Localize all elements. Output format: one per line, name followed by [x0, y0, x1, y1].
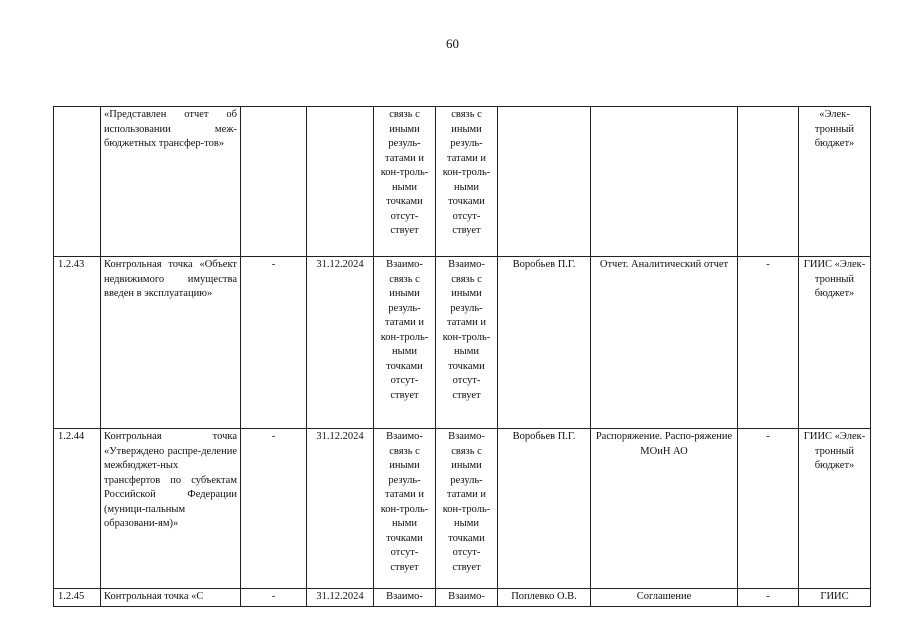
row-start: - [241, 429, 307, 589]
row-type2: Взаимо-связь с иными резуль-татами и кон-троль-ными точками отсут-ствует [436, 257, 498, 429]
row-type1: Взаимо-связь с иными резуль-татами и кон-троль-ными точками отсут-ствует [374, 429, 436, 589]
row-system: ГИИС [799, 589, 871, 607]
row-level: - [738, 429, 799, 589]
row-type2: связь с иными резуль-татами и кон-троль-ными точками отсут-ствует [436, 107, 498, 257]
row-name: Контрольная точка «Утверждено распре-деление межбюджет-ных трансфертов по субъектам Российской Федерации (муници-пальным образовани-ям)» [101, 429, 241, 589]
row-type1: связь с иными резуль-татами и кон-троль-ными точками отсут-ствует [374, 107, 436, 257]
table-row [54, 257, 871, 429]
row-end [307, 107, 374, 257]
row-end: 31.12.2024 [307, 589, 374, 607]
row-name: «Представлен отчет об использовании меж-бюджетных трансфер-тов» [101, 107, 241, 257]
row-name: Контрольная точка «С [101, 589, 241, 607]
table-row [54, 429, 871, 589]
row-end: 31.12.2024 [307, 257, 374, 429]
row-name: Контрольная точка «Объект недвижимого имущества введен в эксплуатацию» [101, 257, 241, 429]
row-level: - [738, 257, 799, 429]
row-responsible: Поплевко О.В. [498, 589, 591, 607]
row-end: 31.12.2024 [307, 429, 374, 589]
row-start [241, 107, 307, 257]
row-system: ГИИС «Элек-тронный бюджет» [799, 429, 871, 589]
row-responsible: Воробьев П.Г. [498, 429, 591, 589]
page-number: 60 [446, 36, 459, 51]
row-system: «Элек-тронный бюджет» [799, 107, 871, 257]
control-points-table [53, 106, 871, 607]
row-responsible: Воробьев П.Г. [498, 257, 591, 429]
row-document: Соглашение [591, 589, 738, 607]
row-number: 1.2.43 [54, 257, 101, 429]
row-type1: Взаимо-связь с иными резуль-татами и кон-троль-ными точками отсут-ствует [374, 257, 436, 429]
row-level: - [738, 589, 799, 607]
row-document [591, 107, 738, 257]
row-system: ГИИС «Элек-тронный бюджет» [799, 257, 871, 429]
table-row [54, 107, 871, 257]
row-document: Распоряжение. Распо-ряжение МОиН АО [591, 429, 738, 589]
row-level [738, 107, 799, 257]
row-type2: Взаимо- [436, 589, 498, 607]
row-type1: Взаимо- [374, 589, 436, 607]
row-start: - [241, 257, 307, 429]
row-type2: Взаимо-связь с иными резуль-татами и кон-троль-ными точками отсут-ствует [436, 429, 498, 589]
row-number [54, 107, 101, 257]
row-number: 1.2.45 [54, 589, 101, 607]
table-row [54, 589, 871, 607]
row-responsible [498, 107, 591, 257]
row-start: - [241, 589, 307, 607]
row-number: 1.2.44 [54, 429, 101, 589]
row-document: Отчет. Аналитический отчет [591, 257, 738, 429]
